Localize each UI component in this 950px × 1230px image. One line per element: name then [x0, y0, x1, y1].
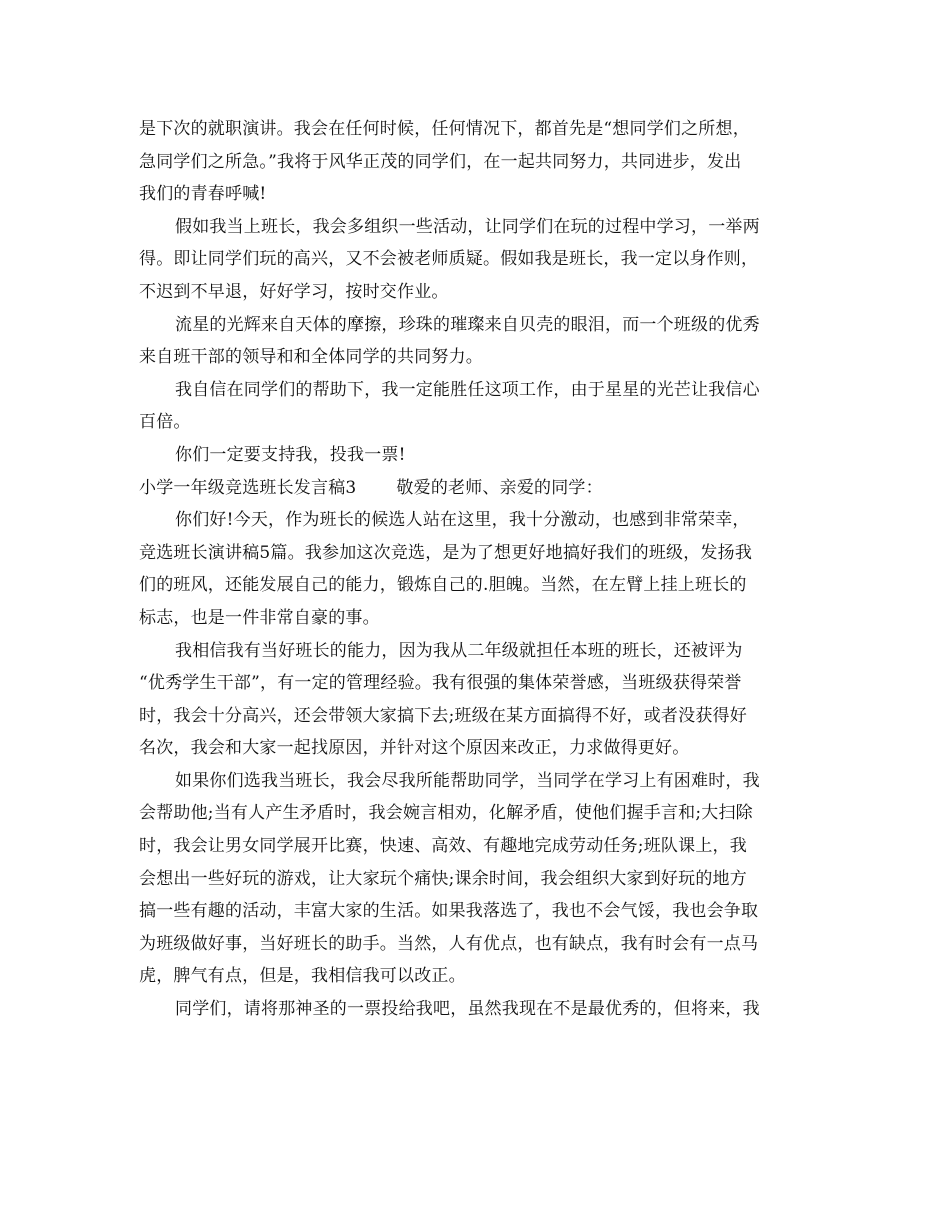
paragraph-block-2 — [139, 504, 815, 1026]
text-line: 我们的青春呼喊! — [139, 184, 267, 205]
text-line: 虎，脾气有点，但是，我相信我可以改正。 — [139, 966, 466, 987]
text-line: 我自信在同学们的帮助下，我一定能胜任这项工作，由于星星的光芒让我信心 — [175, 379, 760, 400]
section-title: 小学一年级竞选班长发言稿3 — [139, 477, 357, 498]
text-line: 为班级做好事，当好班长的助手。当然，人有优点，也有缺点，我有时会有一点马 — [139, 933, 759, 954]
text-line: 来自班干部的领导和和全体同学的共同努力。 — [139, 347, 483, 368]
text-line: 如果你们选我当班长，我会尽我所能帮助同学，当同学在学习上有困难时，我 — [175, 770, 760, 791]
text-line: 会想出一些好玩的游戏，让大家玩个痛快;课余时间，我会组织大家到好玩的地方 — [139, 868, 747, 889]
paragraph-block-1 — [139, 113, 815, 472]
greeting: 敬爱的老师、亲爱的同学： — [396, 477, 603, 498]
text-line: 标志，也是一件非常自豪的事。 — [139, 607, 380, 628]
text-line: 同学们，请将那神圣的一票投给我吧，虽然我现在不是最优秀的，但将来，我 — [175, 999, 760, 1020]
text-line: 名次，我会和大家一起找原因，并针对这个原因来改正，力求做得更好。 — [139, 738, 690, 759]
text-line: 是下次的就职演讲。我会在任何时候，任何情况下，都首先是“想同学们之所想， — [139, 119, 750, 139]
text-line: 竞选班长演讲稿5篇。我参加这次竞选，是为了想更好地搞好我们的班级，发扬我 — [139, 542, 753, 563]
text-line: 搞一些有趣的活动，丰富大家的生活。如果我落选了，我也不会气馁，我也会争取 — [139, 901, 759, 922]
text-line: 时，我会十分高兴，还会带领大家搞下去;班级在某方面搞得不好，或者没获得好 — [139, 705, 747, 726]
section-heading — [139, 472, 815, 505]
text-line: 假如我当上班长，我会多组织一些活动，让同学们在玩的过程中学习，一举两 — [175, 216, 760, 237]
text-line: 你们一定要支持我，投我一票! — [175, 444, 406, 465]
text-line: 们的班风，还能发展自己的能力，锻炼自己的.胆魄。当然，在左臂上挂上班长的 — [139, 575, 747, 596]
text-line: 会帮助他;当有人产生矛盾时，我会婉言相劝，化解矛盾，使他们握手言和;大扫除 — [139, 803, 753, 824]
text-line: 百倍。 — [139, 412, 191, 433]
text-line: 急同学们之所急。”我将于风华正茂的同学们，在一起共同努力，共同进步，发出 — [139, 151, 742, 172]
document-body — [139, 113, 815, 1026]
text-line: 我相信我有当好班长的能力，因为我从二年级就担任本班的班长，还被评为 — [175, 640, 743, 661]
text-line: 不迟到不早退，好好学习，按时交作业。 — [139, 281, 449, 302]
text-line: 流星的光辉来自天体的摩擦，珍珠的璀璨来自贝壳的眼泪，而一个班级的优秀 — [175, 314, 760, 335]
text-line: 时，我会让男女同学展开比赛，快速、高效、有趣地完成劳动任务;班队课上，我 — [139, 836, 747, 857]
text-line: 你们好!今天，作为班长的候选人站在这里，我十分激动，也感到非常荣幸， — [175, 510, 750, 531]
text-line: “优秀学生干部”，有一定的管理经验。我有很强的集体荣誉感，当班级获得荣誉 — [139, 673, 742, 694]
text-line: 得。即让同学们玩的高兴，又不会被老师质疑。假如我是班长，我一定以身作则， — [139, 249, 759, 270]
